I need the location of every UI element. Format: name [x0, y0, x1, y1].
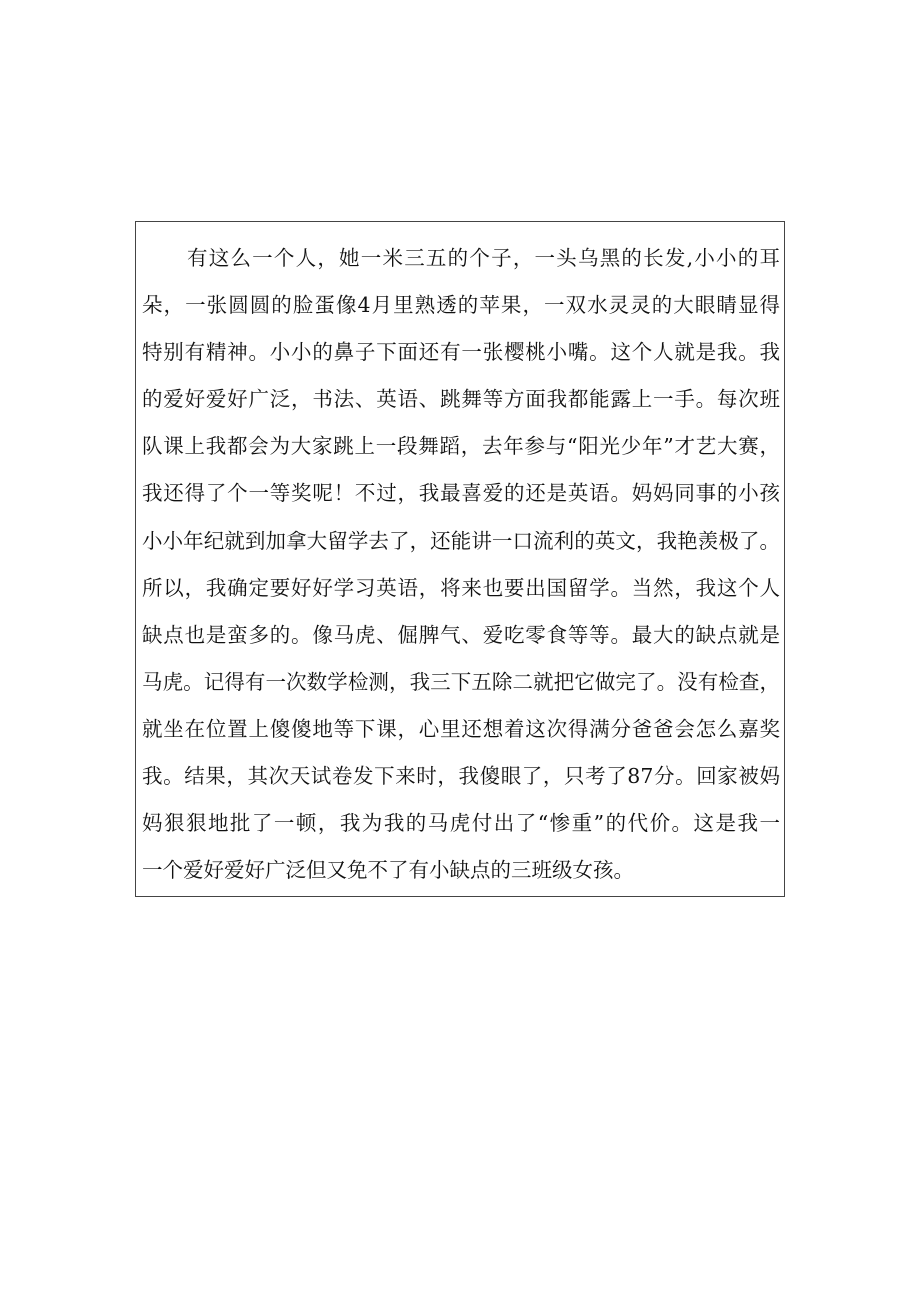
paragraph-line-5: 队课上我都会为大家跳上一段舞蹈，去年参与“阳光少年”才艺大赛， [142, 434, 780, 459]
paragraph-line-14: 一个爱好爱好广泛但又免不了有小缺点的三班级女孩。 [142, 858, 634, 883]
bordered-text-box [135, 221, 785, 897]
paragraph-line-6: 我还得了个一等奖呢！不过，我最喜爱的还是英语。妈妈同事的小孩 [142, 481, 780, 506]
paragraph-line-11: 就坐在位置上傻傻地等下课，心里还想着这次得满分爸爸会怎么嘉奖 [142, 716, 780, 741]
paragraph-line-10: 马虎。记得有一次数学检测，我三下五除二就把它做完了。没有检查， [142, 669, 780, 694]
paragraph-line-3: 特别有精神。小小的鼻子下面还有一张樱桃小嘴。这个人就是我。我 [142, 340, 780, 365]
paragraph-line-4: 的爱好爱好广泛，书法、英语、跳舞等方面我都能露上一手。每次班 [142, 387, 780, 412]
paragraph-line-2: 朵，一张圆圆的脸蛋像4月里熟透的苹果，一双水灵灵的大眼睛显得 [142, 293, 780, 318]
paragraph-line-13: 妈狠狠地批了一顿，我为我的马虎付出了“惨重”的代价。这是我一 [142, 811, 780, 836]
paragraph-line-1: 有这么一个人，她一米三五的个子，一头乌黑的长发,小小的耳 [187, 246, 780, 270]
paragraph-line-12: 我。结果，其次天试卷发下来时，我傻眼了，只考了87分。回家被妈 [142, 764, 780, 789]
paragraph-line-8: 所以，我确定要好好学习英语，将来也要出国留学。当然，我这个人 [142, 575, 780, 600]
paragraph-line-7: 小小年纪就到加拿大留学去了，还能讲一口流利的英文，我艳羡极了。 [142, 528, 780, 553]
paragraph-line-9: 缺点也是蛮多的。像马虎、倔脾气、爱吃零食等等。最大的缺点就是 [142, 622, 780, 647]
